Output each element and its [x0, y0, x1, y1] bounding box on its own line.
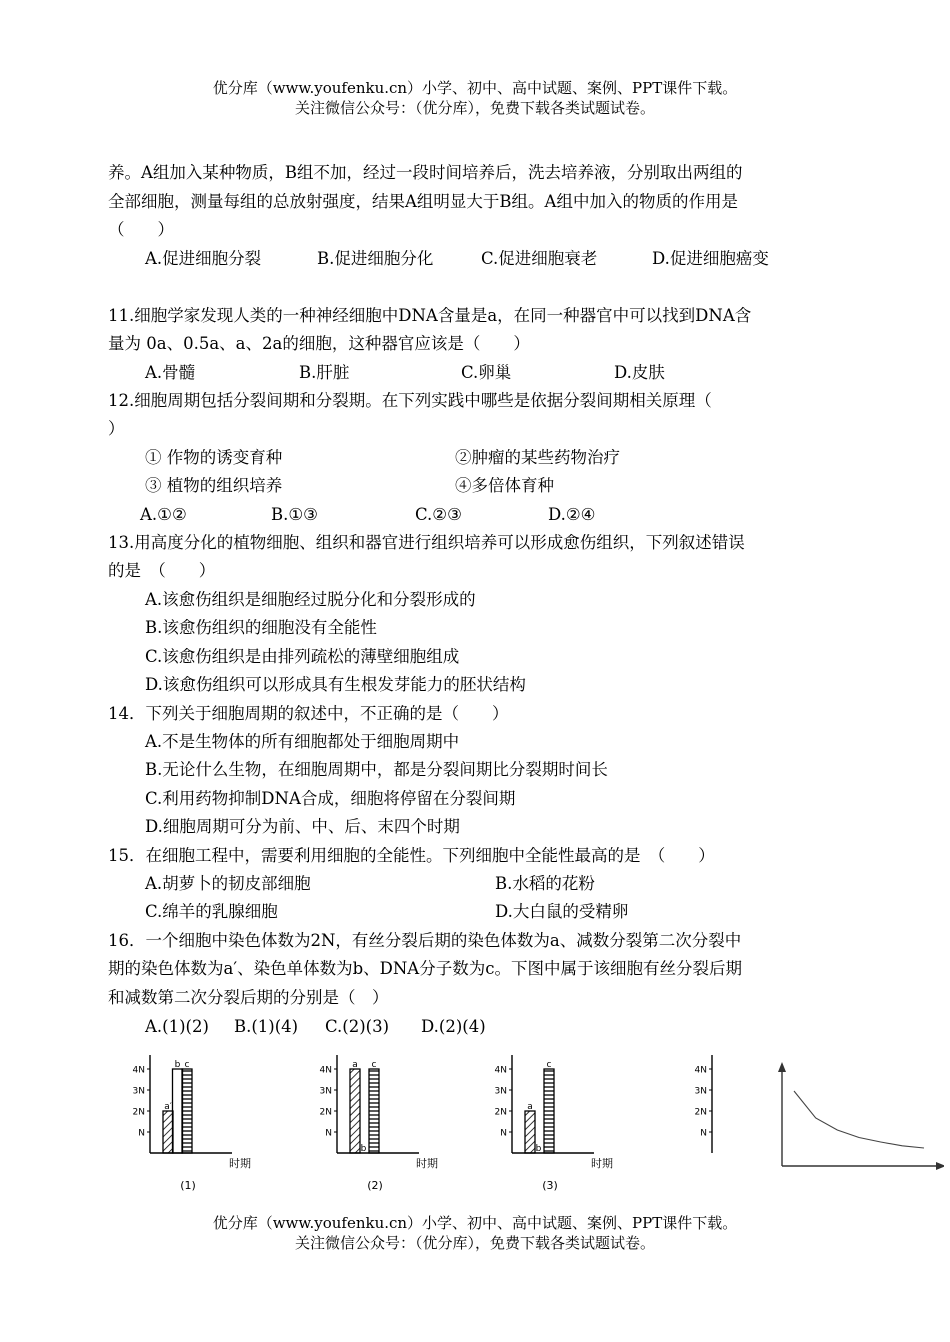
q13-option-d: D.该愈伤组织可以形成具有生根发芽能力的胚状结构: [145, 675, 526, 694]
bar-label: c: [371, 1060, 377, 1070]
y-tick-label: 2N: [694, 1107, 707, 1118]
bar-label: a′: [164, 1102, 172, 1112]
q15-line-1: 15．在细胞工程中，需要利用细胞的全能性。下列细胞中全能性最高的是 （ ）: [108, 846, 715, 865]
q14-option-b: B.无论什么生物，在细胞周期中，都是分裂间期比分裂期时间长: [145, 760, 608, 779]
q14-option-d: D.细胞周期可分为前、中、后、末四个时期: [145, 817, 460, 836]
y-tick-label: 4N: [494, 1065, 507, 1076]
y-axis-arrow: [778, 1062, 786, 1072]
q16-line-2: 期的染色体数为a′、染色单体数为b、DNA分子数为c。下图中属于该细胞有丝分裂后期: [108, 959, 742, 978]
y-tick-label: 3N: [319, 1086, 332, 1097]
q12-option-b: B.①③: [271, 505, 318, 524]
q10-option-d: D.促进细胞癌变: [652, 249, 769, 268]
q12-item-4: ④多倍体育种: [455, 476, 554, 495]
bar-chart-1: [120, 1045, 280, 1195]
footer-line-1: 优分库（www.youfenku.cn）小学、初中、高中试题、案例、PPT课件下载。: [212, 1214, 738, 1232]
y-tick-label: 4N: [132, 1065, 145, 1076]
bar-label: b: [535, 1144, 542, 1154]
y-tick-label: 2N: [319, 1107, 332, 1118]
bar: [163, 1111, 173, 1153]
q12-line-2: ）: [108, 419, 125, 438]
q10-option-a: A.促进细胞分裂: [145, 249, 262, 268]
bar: [369, 1069, 379, 1153]
bar: [544, 1069, 554, 1153]
y-tick-label: 3N: [694, 1086, 707, 1097]
q11-line-2: 量为 0a、0.5a、a、2a的细胞，这种器官应该是（ ）: [108, 334, 530, 353]
q14-option-a: A.不是生物体的所有细胞都处于细胞周期中: [145, 732, 460, 751]
y-tick-label: 3N: [494, 1086, 507, 1097]
q12-option-a: A.①②: [140, 505, 187, 524]
q10-option-c: C.促进细胞衰老: [481, 249, 598, 268]
q11-option-a: A.骨髓: [145, 363, 196, 382]
y-tick-label: N: [500, 1128, 507, 1139]
chart-title: (3): [542, 1179, 558, 1192]
q16-line-1: 16．一个细胞中染色体数为2N，有丝分裂后期的染色体数为a、减数分裂第二次分裂中: [108, 931, 742, 950]
q16-line-3: 和减数第二次分裂后期的分别是（ ）: [108, 988, 389, 1007]
q14-line-1: 14．下列关于细胞周期的叙述中，不正确的是（ ）: [108, 704, 509, 723]
bar-label: c: [184, 1060, 190, 1070]
q16-option-c: C.(2)(3): [325, 1017, 390, 1036]
q15-option-d: D.大白鼠的受精卵: [495, 902, 629, 921]
bar: [182, 1069, 192, 1153]
y-tick-label: N: [325, 1128, 332, 1139]
q11-option-d: D.皮肤: [614, 363, 665, 382]
q16-option-d: D.(2)(4): [421, 1017, 486, 1036]
bar-label: a: [527, 1102, 533, 1112]
bar-label: a: [352, 1060, 358, 1070]
q12-option-d: D.②④: [548, 505, 596, 524]
bar-chart-3: [482, 1045, 642, 1195]
x-axis-label: 时期: [229, 1157, 251, 1170]
q12-option-c: C.②③: [415, 505, 462, 524]
q11-option-b: B.肝脏: [299, 363, 350, 382]
q15-option-b: B.水稻的花粉: [495, 874, 595, 893]
q13-option-a: A.该愈伤组织是细胞经过脱分化和分裂形成的: [145, 590, 476, 609]
x-axis-arrow: [936, 1162, 944, 1170]
bar: [350, 1069, 360, 1153]
q12-item-1: ① 作物的诱变育种: [145, 448, 283, 467]
y-tick-label: 4N: [319, 1065, 332, 1076]
q16-option-b: B.(1)(4): [234, 1017, 299, 1036]
q10-line-3: （ ）: [108, 220, 174, 239]
bar-chart-4: [682, 1045, 742, 1195]
bar: [525, 1111, 535, 1153]
footer-line-2: 关注微信公众号：（优分库），免费下载各类试题试卷。: [294, 1234, 655, 1252]
y-tick-label: 3N: [132, 1086, 145, 1097]
q16-option-a: A.(1)(2): [145, 1017, 209, 1036]
y-tick-label: 4N: [694, 1065, 707, 1076]
y-tick-label: N: [138, 1128, 145, 1139]
q13-option-b: B.该愈伤组织的细胞没有全能性: [145, 618, 377, 637]
y-tick-label: 2N: [494, 1107, 507, 1118]
q12-line-1: 12.细胞周期包括分裂间期和分裂期。在下列实践中哪些是依据分裂间期相关原理（: [108, 391, 712, 410]
chart-title: (2): [367, 1179, 383, 1192]
bar: [173, 1069, 183, 1153]
header-line-1: 优分库（www.youfenku.cn）小学、初中、高中试题、案例、PPT课件下载。: [212, 79, 738, 97]
header-line-2: 关注微信公众号：（优分库），免费下载各类试题试卷。: [294, 99, 655, 117]
q15-option-c: C.绵羊的乳腺细胞: [145, 902, 278, 921]
y-tick-label: N: [700, 1128, 707, 1139]
q10-line-2: 全部细胞，测量每组的总放射强度，结果A组明显大于B组。A组中加入的物质的作用是: [108, 192, 738, 211]
q11-option-c: C.卵巢: [461, 363, 512, 382]
q13-line-1: 13.用高度分化的植物细胞、组织和器官进行组织培养可以形成愈伤组织，下列叙述错误: [108, 533, 745, 552]
q13-option-c: C.该愈伤组织是由排列疏松的薄壁细胞组成: [145, 647, 460, 666]
decay-curve: [794, 1091, 924, 1148]
q15-option-a: A.胡萝卜的韧皮部细胞: [145, 874, 311, 893]
decay-curve-chart: [768, 1060, 944, 1174]
q10-option-b: B.促进细胞分化: [317, 249, 434, 268]
q12-item-3: ③ 植物的组织培养: [145, 476, 283, 495]
bar-label: b: [174, 1060, 181, 1070]
q11-line-1: 11.细胞学家发现人类的一种神经细胞中DNA含量是a，在同一种器官中可以找到DNA含: [108, 306, 752, 325]
q14-option-c: C.利用药物抑制DNA合成，细胞将停留在分裂间期: [145, 789, 516, 808]
bar-chart-2: [307, 1045, 467, 1195]
bar-label: b: [360, 1144, 367, 1154]
bar-label: c: [546, 1060, 552, 1070]
q12-item-2: ②肿瘤的某些药物治疗: [455, 448, 620, 467]
x-axis-label: 时期: [416, 1157, 438, 1170]
q13-line-2: 的是 （ ）: [108, 561, 216, 580]
q10-line-1: 养。A组加入某种物质，B组不加，经过一段时间培养后，洗去培养液，分别取出两组的: [108, 163, 743, 182]
y-tick-label: 2N: [132, 1107, 145, 1118]
chart-title: (1): [180, 1179, 196, 1192]
x-axis-label: 时期: [591, 1157, 613, 1170]
